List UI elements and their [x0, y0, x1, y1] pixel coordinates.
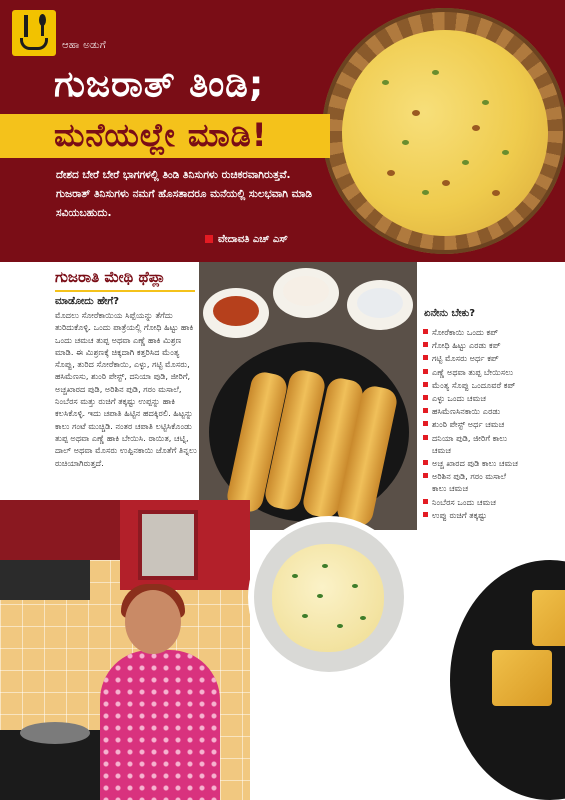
raita-bowl — [273, 268, 339, 318]
pot-icon — [20, 38, 48, 50]
ingredients-heading: ಏನೇನು ಬೇಕು? — [424, 308, 476, 319]
method-text: ಮೊದಲು ಸೋರೆಕಾಯಿಯ ಸಿಪ್ಪೆಯನ್ನು ತೆಗೆದು ತುರಿದುಕೊಳ್ಳಿ. ಒಂದು ಪಾತ್ರೆಯಲ್ಲಿ ಗೋಧಿ ಹಿಟ್ಟು ಹಾಕಿ ಒಂದು ಚಮಚ ತುಪ್ಪ ಅಥವಾ ಎಣ್ಣೆ ಹಾಕಿ ಮಿಶ್ರಣ ಮಾಡಿ. ಈ ಮಿಶ್ರಣಕ್ಕೆ ಚಿಕ್ಕದಾಗಿ ಕತ್ತರಿಸಿದ ಮೆಂತ್ಯ ಸೊಪ್ಪು, ತುರಿದ ಸೋರೆಕಾಯಿ, ಎಳ್ಳು, ಗಟ್ಟಿ ಮೊಸರು, ಹಸಿಮೆಣಸು, ಶುಂಠಿ ಪೇಸ್ಟ್, ದನಿಯಾ ಪುಡಿ, ಜೀರಿಗೆ, ಅಚ್ಚಖಾರದ ಪುಡಿ, ಅರಿಶಿನ ಪುಡಿ, ಗರಂ ಮಸಾಲೆ, ನಿಂಬೆರಸ ಮತ್ತು ರುಚಿಗೆ ತಕ್ಕಷ್ಟು ಉಪ್ಪನ್ನು ಹಾಕಿ ಕಲಸಿಕೊಳ್ಳಿ. ಇದು ಚಪಾತಿ ಹಿಟ್ಟಿನ ಹದಕ್ಕಿರಲಿ. ಹಿಟ್ಟನ್ನು ಕಾಲು ಗಂಟೆ ಮುಚ್ಚಿಡಿ. ನಂತರ ಚಪಾತಿ ಲಟ್ಟಿಸಿಕೊಂಡು ತುಪ್ಪ ಅಥವಾ ಎಣ್ಣೆ ಹಾಕಿ ಬೇಯಿಸಿ. ರಾಯಿತ, ಚಟ್ನಿ, ದಾಲ್ ಅಥವಾ ಮೊಸರು ಉಪ್ಪಿನಕಾಯಿ ಜೊತೆಗೆ ತಿನ್ನಲು ರುಚಿಯಾಗಿರುತ್ತದೆ. — [55, 310, 197, 468]
ingredient-item: ಗಟ್ಟಿ ಮೊಸರು ಅರ್ಧ ಕಪ್ — [423, 352, 521, 364]
headline-line-2: ಮನೆಯಲ್ಲೇ ಮಾಡಿ! — [54, 116, 268, 154]
headline-line-1: ಗುಜರಾತ್ ತಿಂಡಿ; — [54, 64, 265, 105]
recipe-title: ಗುಜರಾತಿ ಮೇಥಿ ಥೆಪ್ಲಾ — [55, 268, 166, 286]
ingredient-item: ಉಪ್ಪು ರುಚಿಗೆ ತಕ್ಕಷ್ಟು — [423, 509, 521, 521]
byline — [205, 234, 288, 245]
ingredient-item: ಶುಂಠಿ ಪೇಸ್ಟ್ ಅರ್ಧ ಚಮಚ — [423, 418, 521, 430]
ingredient-item: ಗೋಧಿ ಹಿಟ್ಟು ಎರಡು ಕಪ್ — [423, 339, 521, 351]
ingredient-item: ಎಳ್ಳು ಒಂದು ಚಮಚ — [423, 392, 521, 404]
dough-photo — [254, 522, 404, 672]
fork-icon — [24, 15, 28, 37]
ingredient-item: ಎಣ್ಣೆ ಅಥವಾ ತುಪ್ಪ ಬೇಯಿಸಲು — [423, 366, 521, 378]
intro-text: ದೇಶದ ಬೇರೆ ಬೇರೆ ಭಾಗಗಳಲ್ಲಿ ತಿಂಡಿ ತಿನಿಸುಗಳು ರುಚಿಕರವಾಗಿರುತ್ತವೆ. ಗುಜರಾತ್ ತಿನಿಸುಗಳು ನಮಗೆ ಹೊಸತಾದರೂ ಮನೆಯಲ್ಲಿ ಸುಲಭವಾಗಿ ಮಾಡಿ ಸವಿಯಬಹುದು. — [56, 169, 312, 219]
ingredient-item: ಅರಿಶಿನ ಪುಡಿ, ಗರಂ ಮಸಾಲೆ ಕಾಲು ಚಮಚ — [423, 470, 521, 494]
author-name: ವೇದಾವತಿ ಎಚ್ ಎಸ್ — [218, 234, 288, 245]
ingredient-item: ಅಚ್ಚ ಖಾರದ ಪುಡಿ ಕಾಲು ಚಮಚ — [423, 457, 521, 469]
byline-square-icon — [205, 235, 213, 243]
cook-portrait-photo — [0, 500, 250, 800]
ingredient-item: ಹಸಿಮೆಣಸಿನಕಾಯಿ ಎರಡು — [423, 405, 521, 417]
section-tag: ಆಹಾ ಅಡುಗೆ — [62, 40, 106, 51]
ingredients-list — [423, 326, 521, 522]
thepla-photo — [342, 30, 548, 236]
method-heading: ಮಾಡೋದು ಹೇಗೆ? — [55, 296, 120, 307]
ingredient-item: ನಿಂಬೆರಸ ಒಂದು ಚಮಚ — [423, 496, 521, 508]
ingredient-item: ಮೆಂತ್ಯ ಸೊಪ್ಪು ಒಂದೂವರೆ ಕಪ್ — [423, 379, 521, 391]
thepla-plate-photo — [199, 262, 417, 530]
title-underline — [55, 290, 195, 292]
curd-bowl — [347, 280, 413, 330]
cooking-logo-icon — [12, 10, 56, 56]
ingredient-item: ಸೋರೆಕಾಯಿ ಒಂದು ಕಪ್ — [423, 326, 521, 338]
ingredient-item: ದನಿಯಾ ಪುಡಿ, ಜೀರಿಗೆ ಕಾಲು ಚಮಚ — [423, 432, 521, 456]
pickle-bowl — [203, 288, 269, 338]
dhokla-plate-photo — [440, 550, 565, 800]
